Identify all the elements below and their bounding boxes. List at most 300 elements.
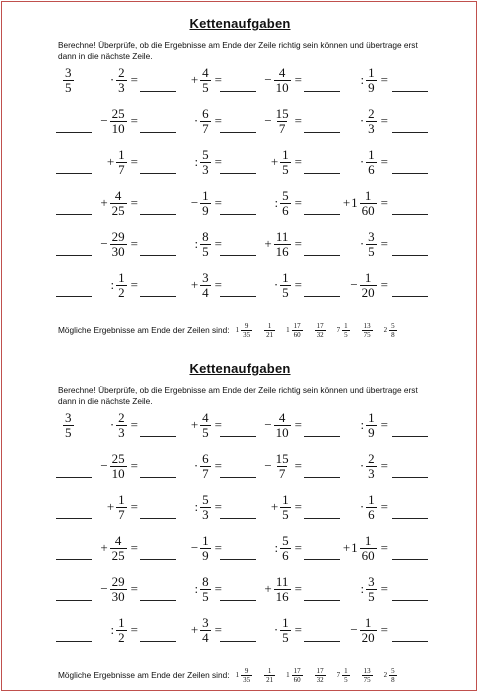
result-fraction-numerator: 13 xyxy=(363,321,371,330)
answer-blank[interactable] xyxy=(392,132,428,133)
chain-step xyxy=(80,228,138,260)
operand-fraction-numerator: 4 xyxy=(202,409,209,425)
operator: − xyxy=(264,458,272,473)
operand-fraction-denominator: 60 xyxy=(361,547,375,563)
operator: − xyxy=(190,195,199,210)
instructions: Berechne! Überprüfe, ob die Ergebnisse am Ende der Zeile richtig sein können und übertrage erst dann in die nächste Zeile. xyxy=(58,40,418,61)
start-fraction xyxy=(63,411,74,440)
chain-step xyxy=(80,450,138,482)
result-fraction xyxy=(315,322,326,339)
operand-fraction-numerator: 5 xyxy=(202,146,209,162)
operator: − xyxy=(100,113,108,128)
operator: + xyxy=(106,154,115,169)
chain-step xyxy=(80,614,138,646)
operator: : xyxy=(110,622,115,637)
equals-sign: = xyxy=(214,458,222,473)
operand-fraction-denominator: 5 xyxy=(282,629,289,645)
operand-fraction-denominator: 5 xyxy=(202,79,209,95)
operand-fraction-numerator: 5 xyxy=(282,187,289,203)
operator: · xyxy=(359,499,365,514)
start-fraction-denominator: 5 xyxy=(65,424,72,440)
chain-step xyxy=(80,573,138,605)
operand-fraction-numerator: 4 xyxy=(278,64,286,80)
operand-fraction xyxy=(200,452,211,481)
equals-sign: = xyxy=(380,72,388,87)
operand-fraction xyxy=(366,230,377,259)
chain-step xyxy=(330,105,388,137)
chain-step xyxy=(164,409,222,441)
operator: − xyxy=(100,581,108,596)
operand-fraction-denominator: 25 xyxy=(111,547,125,563)
result-value xyxy=(361,667,374,684)
operator: + xyxy=(190,277,199,292)
operand-fraction xyxy=(366,493,377,522)
operand-fraction-denominator: 7 xyxy=(278,465,286,481)
answer-blank[interactable] xyxy=(392,173,428,174)
answer-blank[interactable] xyxy=(392,641,428,642)
chain-step xyxy=(244,614,302,646)
operand-fraction-denominator: 5 xyxy=(282,284,289,300)
operator: − xyxy=(264,113,272,128)
equals-sign: = xyxy=(294,581,302,596)
equals-sign: = xyxy=(294,417,302,432)
operand-fraction xyxy=(110,230,127,259)
chain-row xyxy=(0,573,480,609)
equals-sign: = xyxy=(214,540,222,555)
operator: + xyxy=(190,417,199,432)
result-fraction-denominator: 32 xyxy=(316,675,324,684)
chain-step xyxy=(330,228,388,260)
operand-fraction-numerator: 1 xyxy=(368,409,375,425)
chain-step xyxy=(164,146,222,178)
operator: − xyxy=(350,622,358,637)
operand-fraction xyxy=(200,575,211,604)
equals-sign: = xyxy=(380,581,388,596)
operand-fraction xyxy=(360,616,377,645)
operand-fraction-numerator: 2 xyxy=(118,409,125,425)
result-fraction-denominator: 21 xyxy=(266,330,274,339)
operand-fraction xyxy=(200,271,211,300)
answer-blank[interactable] xyxy=(392,255,428,256)
chain-step xyxy=(330,532,388,564)
possible-results xyxy=(58,663,408,687)
start-fraction-numerator: 3 xyxy=(65,64,72,80)
equals-sign: = xyxy=(130,195,138,210)
operand-fraction-denominator: 3 xyxy=(368,465,375,481)
chain-step xyxy=(244,409,302,441)
operand-fraction-denominator: 10 xyxy=(275,424,289,440)
equals-sign: = xyxy=(214,499,222,514)
operand-fraction xyxy=(360,189,377,218)
answer-blank[interactable] xyxy=(392,91,428,92)
operand-fraction-denominator: 10 xyxy=(111,465,125,481)
answer-blank[interactable] xyxy=(392,559,428,560)
operand-fraction-denominator: 10 xyxy=(275,79,289,95)
chain-step xyxy=(244,491,302,523)
operator: + xyxy=(100,195,108,210)
equals-sign: = xyxy=(130,113,138,128)
result-whole: 7 xyxy=(336,671,341,679)
answer-blank[interactable] xyxy=(392,477,428,478)
chain-step xyxy=(244,573,302,605)
results-label: Mögliche Ergebnisse am Ende der Zeilen sind: xyxy=(58,325,230,335)
chain-row xyxy=(0,532,480,568)
operand-fraction-numerator: 4 xyxy=(114,187,122,203)
chain-step xyxy=(164,450,222,482)
chain-step xyxy=(244,146,302,178)
operand-fraction-denominator: 30 xyxy=(111,243,125,259)
chain-step xyxy=(164,491,222,523)
operand-fraction-denominator: 5 xyxy=(368,588,375,604)
operand-fraction-numerator: 6 xyxy=(202,450,209,466)
chain-step xyxy=(330,269,388,301)
chain-step xyxy=(80,64,138,96)
equals-sign: = xyxy=(294,458,302,473)
whole-number: 1 xyxy=(351,540,358,555)
operator: + xyxy=(190,72,199,87)
chain-step xyxy=(164,105,222,137)
equals-sign: = xyxy=(380,499,388,514)
equals-sign: = xyxy=(380,417,388,432)
result-fraction xyxy=(264,667,275,684)
result-value xyxy=(286,667,304,684)
chain-step xyxy=(244,187,302,219)
equals-sign: = xyxy=(380,154,388,169)
operand-fraction-numerator: 1 xyxy=(282,614,289,630)
operator: · xyxy=(273,277,279,292)
result-fraction-numerator: 17 xyxy=(293,321,301,330)
result-fraction xyxy=(342,322,350,339)
result-fraction xyxy=(389,667,397,684)
operand-fraction-denominator: 7 xyxy=(202,120,209,136)
operand-fraction xyxy=(274,452,291,481)
answer-blank[interactable] xyxy=(392,296,428,297)
operand-fraction-denominator: 5 xyxy=(368,243,375,259)
operand-fraction-numerator: 1 xyxy=(282,491,289,507)
operand-fraction xyxy=(116,493,127,522)
operator: + xyxy=(264,236,272,251)
worksheet-1 xyxy=(0,0,480,345)
result-value xyxy=(337,322,351,339)
result-fraction-denominator: 35 xyxy=(243,330,251,339)
operand-fraction-denominator: 5 xyxy=(282,506,289,522)
operand-fraction xyxy=(110,575,127,604)
operand-fraction-denominator: 9 xyxy=(202,547,209,563)
result-fraction xyxy=(389,322,397,339)
chain-step xyxy=(330,187,388,219)
operator: − xyxy=(264,72,272,87)
equals-sign: = xyxy=(214,236,222,251)
operator: · xyxy=(109,417,115,432)
result-fraction-numerator: 17 xyxy=(316,321,324,330)
operator: + xyxy=(342,540,351,555)
operator: : xyxy=(274,540,279,555)
chain-step xyxy=(244,532,302,564)
result-fraction xyxy=(241,322,252,339)
operand-fraction-denominator: 7 xyxy=(278,120,286,136)
operand-fraction-denominator: 2 xyxy=(118,629,125,645)
equals-sign: = xyxy=(294,622,302,637)
equals-sign: = xyxy=(380,236,388,251)
equals-sign: = xyxy=(130,277,138,292)
operand-fraction xyxy=(200,616,211,645)
operator: + xyxy=(270,499,279,514)
chain-step xyxy=(244,105,302,137)
operand-fraction-numerator: 1 xyxy=(364,614,372,630)
chain-row xyxy=(0,409,480,445)
worksheet-title: Kettenaufgaben xyxy=(189,16,291,31)
equals-sign: = xyxy=(294,540,302,555)
chain-step xyxy=(330,573,388,605)
result-whole: 1 xyxy=(235,671,240,679)
result-value xyxy=(236,322,254,339)
operand-fraction-numerator: 29 xyxy=(111,228,125,244)
operand-fraction-numerator: 6 xyxy=(202,105,209,121)
operand-fraction-denominator: 9 xyxy=(368,424,375,440)
operand-fraction xyxy=(366,148,377,177)
start-value xyxy=(62,409,75,441)
operator: · xyxy=(359,236,365,251)
operand-fraction-numerator: 1 xyxy=(202,187,209,203)
operator: : xyxy=(194,236,199,251)
possible-results xyxy=(58,318,408,342)
result-value xyxy=(314,667,327,684)
chain-step xyxy=(244,64,302,96)
operator: · xyxy=(359,113,365,128)
operand-fraction-numerator: 15 xyxy=(275,450,289,466)
operand-fraction-numerator: 1 xyxy=(118,614,125,630)
result-whole: 1 xyxy=(235,326,240,334)
operand-fraction-denominator: 5 xyxy=(202,243,209,259)
operator: + xyxy=(264,581,272,596)
operator: : xyxy=(360,72,365,87)
result-value xyxy=(236,667,254,684)
result-fraction-numerator: 17 xyxy=(293,666,301,675)
operator: + xyxy=(270,154,279,169)
equals-sign: = xyxy=(294,236,302,251)
operator: : xyxy=(274,195,279,210)
operand-fraction-numerator: 1 xyxy=(368,146,375,162)
operand-fraction-numerator: 1 xyxy=(364,187,372,203)
operator: · xyxy=(359,154,365,169)
result-fraction-numerator: 1 xyxy=(344,321,348,330)
equals-sign: = xyxy=(380,195,388,210)
operand-fraction-denominator: 20 xyxy=(361,629,375,645)
operand-fraction-numerator: 1 xyxy=(364,269,372,285)
equals-sign: = xyxy=(130,72,138,87)
result-fraction xyxy=(362,322,373,339)
result-value xyxy=(337,667,351,684)
result-value xyxy=(263,667,276,684)
operand-fraction-denominator: 6 xyxy=(282,202,289,218)
operand-fraction-numerator: 1 xyxy=(368,64,375,80)
operand-fraction-numerator: 4 xyxy=(278,409,286,425)
operand-fraction-denominator: 3 xyxy=(118,424,125,440)
equals-sign: = xyxy=(214,195,222,210)
result-fraction xyxy=(241,667,252,684)
whole-number: 1 xyxy=(351,195,358,210)
operand-fraction-numerator: 1 xyxy=(364,532,372,548)
operand-fraction-denominator: 10 xyxy=(111,120,125,136)
equals-sign: = xyxy=(294,499,302,514)
equals-sign: = xyxy=(130,154,138,169)
operand-fraction xyxy=(274,575,291,604)
operand-fraction-denominator: 7 xyxy=(118,506,125,522)
equals-sign: = xyxy=(380,540,388,555)
operand-fraction xyxy=(200,189,211,218)
result-value xyxy=(263,322,276,339)
operand-fraction-numerator: 1 xyxy=(118,491,125,507)
operand-fraction-denominator: 9 xyxy=(202,202,209,218)
operand-fraction xyxy=(116,271,127,300)
operand-fraction-denominator: 25 xyxy=(111,202,125,218)
operand-fraction-numerator: 11 xyxy=(275,573,289,589)
operand-fraction-numerator: 3 xyxy=(368,228,375,244)
operand-fraction xyxy=(366,575,377,604)
chain-row xyxy=(0,228,480,264)
result-fraction xyxy=(315,667,326,684)
result-fraction-denominator: 8 xyxy=(391,675,395,684)
result-fraction-numerator: 17 xyxy=(316,666,324,675)
start-fraction-numerator: 3 xyxy=(65,409,72,425)
operator: : xyxy=(110,277,115,292)
start-value xyxy=(62,64,75,96)
operand-fraction xyxy=(274,107,291,136)
chain-step xyxy=(164,573,222,605)
operand-fraction xyxy=(280,148,291,177)
equals-sign: = xyxy=(294,113,302,128)
result-fraction-denominator: 8 xyxy=(391,330,395,339)
operand-fraction-numerator: 5 xyxy=(202,491,209,507)
operator: · xyxy=(193,458,199,473)
result-fraction xyxy=(362,667,373,684)
result-whole: 2 xyxy=(383,671,388,679)
chain-step xyxy=(164,532,222,564)
operator: · xyxy=(109,72,115,87)
operand-fraction-denominator: 7 xyxy=(118,161,125,177)
operand-fraction-numerator: 4 xyxy=(114,532,122,548)
chain-row xyxy=(0,491,480,527)
equals-sign: = xyxy=(214,154,222,169)
answer-blank[interactable] xyxy=(392,600,428,601)
operand-fraction xyxy=(200,66,211,95)
answer-blank[interactable] xyxy=(392,214,428,215)
chain-step xyxy=(80,491,138,523)
operand-fraction-denominator: 3 xyxy=(368,120,375,136)
result-value xyxy=(361,322,374,339)
equals-sign: = xyxy=(130,622,138,637)
chain-row xyxy=(0,64,480,100)
chain-step xyxy=(330,614,388,646)
result-fraction-numerator: 9 xyxy=(244,666,249,675)
operator: − xyxy=(190,540,199,555)
operand-fraction-numerator: 25 xyxy=(111,450,125,466)
result-whole: 1 xyxy=(286,671,290,679)
answer-blank[interactable] xyxy=(392,436,428,437)
results-label: Mögliche Ergebnisse am Ende der Zeilen sind: xyxy=(58,670,230,680)
operand-fraction-denominator: 6 xyxy=(368,506,375,522)
operand-fraction xyxy=(280,189,291,218)
operand-fraction-numerator: 29 xyxy=(111,573,125,589)
operand-fraction-numerator: 11 xyxy=(275,228,289,244)
operator: − xyxy=(100,458,108,473)
operand-fraction-denominator: 4 xyxy=(202,629,209,645)
operand-fraction-denominator: 4 xyxy=(202,284,209,300)
chain-step xyxy=(164,64,222,96)
operand-fraction xyxy=(280,616,291,645)
operand-fraction-numerator: 2 xyxy=(368,450,375,466)
chain-step xyxy=(164,614,222,646)
equals-sign: = xyxy=(130,236,138,251)
result-fraction-denominator: 60 xyxy=(293,675,301,684)
chain-row xyxy=(0,187,480,223)
equals-sign: = xyxy=(214,277,222,292)
instructions: Berechne! Überprüfe, ob die Ergebnisse am Ende der Zeile richtig sein können und übertrage erst dann in die nächste Zeile. xyxy=(58,385,418,406)
operand-fraction xyxy=(366,411,377,440)
equals-sign: = xyxy=(214,581,222,596)
chain-step xyxy=(244,228,302,260)
operand-fraction-denominator: 6 xyxy=(282,547,289,563)
result-fraction-denominator: 60 xyxy=(293,330,301,339)
operand-fraction-numerator: 4 xyxy=(202,64,209,80)
worksheet-title: Kettenaufgaben xyxy=(189,361,291,376)
equals-sign: = xyxy=(380,277,388,292)
operator: : xyxy=(194,581,199,596)
operand-fraction xyxy=(366,452,377,481)
operand-fraction xyxy=(110,452,127,481)
result-fraction xyxy=(292,667,303,684)
operand-fraction-numerator: 2 xyxy=(368,105,375,121)
operator: + xyxy=(106,499,115,514)
equals-sign: = xyxy=(214,622,222,637)
chain-step xyxy=(330,450,388,482)
equals-sign: = xyxy=(380,622,388,637)
operator: : xyxy=(194,499,199,514)
operand-fraction xyxy=(274,411,291,440)
chain-step xyxy=(330,409,388,441)
chain-row xyxy=(0,614,480,650)
operator: + xyxy=(342,195,351,210)
equals-sign: = xyxy=(130,417,138,432)
operand-fraction-numerator: 1 xyxy=(368,491,375,507)
operand-fraction-numerator: 1 xyxy=(282,269,289,285)
result-fraction-denominator: 32 xyxy=(316,330,324,339)
equals-sign: = xyxy=(294,277,302,292)
operand-fraction xyxy=(200,148,211,177)
operand-fraction-numerator: 8 xyxy=(202,228,209,244)
operand-fraction xyxy=(360,534,377,563)
operator: : xyxy=(360,581,365,596)
equals-sign: = xyxy=(380,458,388,473)
operator: · xyxy=(193,113,199,128)
start-fraction xyxy=(63,66,74,95)
equals-sign: = xyxy=(214,417,222,432)
chain-row xyxy=(0,450,480,486)
operand-fraction-numerator: 3 xyxy=(202,269,209,285)
operand-fraction-numerator: 1 xyxy=(118,146,125,162)
equals-sign: = xyxy=(214,113,222,128)
operand-fraction xyxy=(200,493,211,522)
result-whole: 2 xyxy=(383,326,388,334)
chain-step xyxy=(330,146,388,178)
result-value xyxy=(314,322,327,339)
chain-step xyxy=(80,532,138,564)
result-fraction-denominator: 75 xyxy=(363,330,371,339)
result-value xyxy=(286,322,304,339)
operand-fraction xyxy=(116,616,127,645)
answer-blank[interactable] xyxy=(392,518,428,519)
result-whole: 1 xyxy=(286,326,290,334)
